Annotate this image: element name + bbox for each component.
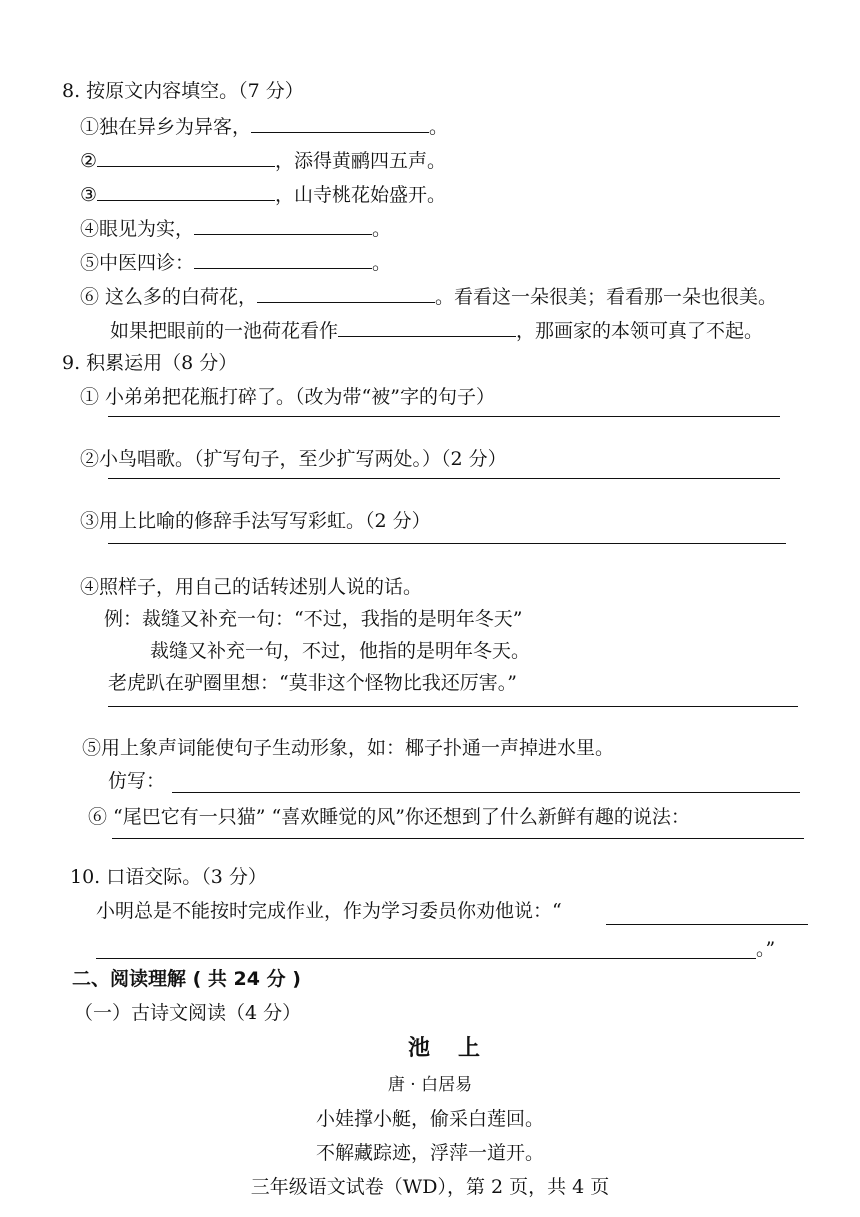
q8-item-6b xyxy=(110,316,763,344)
q8-item-4-text: ④眼见为实， xyxy=(80,218,195,240)
q8-item-5 xyxy=(80,248,391,276)
q10-answer-line-1[interactable] xyxy=(606,924,808,925)
q10-heading: 10. 口语交际。（3 分） xyxy=(70,866,267,888)
q8-item-1-end: 。 xyxy=(429,116,449,138)
q9-sub-4-answer-line[interactable] xyxy=(108,706,798,707)
q9-sub-4-example-2: 裁缝又补充一句，不过，他指的是明年冬天。 xyxy=(150,640,531,662)
q8-item-6b-text: 如果把眼前的一池荷花看作 xyxy=(110,320,339,342)
q9-sub-4-question: 老虎趴在驴圈里想：“莫非这个怪物比我还厉害。” xyxy=(108,672,517,694)
q10-prompt: 小明总是不能按时完成作业，作为学习委员你劝他说：“ xyxy=(96,900,562,922)
q9-sub-5: ⑤用上象声词能使句子生动形象，如：椰子扑通一声掉进水里。 xyxy=(82,737,615,759)
q8-item-2-blank[interactable] xyxy=(97,146,275,167)
section-2-heading: 二、阅读理解 ( 共 24 分 ) xyxy=(72,968,301,990)
q9-sub-4: ④照样子，用自己的话转述别人说的话。 xyxy=(80,576,423,598)
q8-item-2-text: ，添得黄鹂四五声。 xyxy=(275,150,447,172)
q8-item-3-text: ，山寺桃花始盛开。 xyxy=(275,184,447,206)
section-2-subheading: （一）古诗文阅读（4 分） xyxy=(74,1002,302,1024)
q8-item-6-blank[interactable] xyxy=(257,282,435,303)
q8-item-5-end: 。 xyxy=(372,252,392,274)
q9-sub-2: ②小鸟唱歌。（扩写句子，至少扩写两处。）（2 分） xyxy=(80,448,507,470)
poem-line-2: 不解藏踪迹，浮萍一道开。 xyxy=(315,1142,544,1164)
q8-item-3-blank[interactable] xyxy=(97,180,275,201)
q8-item-1-text: ①独在异乡为异客， xyxy=(80,116,252,138)
q10-end-quote: 。” xyxy=(756,938,776,960)
q8-item-4 xyxy=(80,214,391,242)
q8-item-5-text: ⑤中医四诊： xyxy=(80,252,195,274)
poem-title: 池上 xyxy=(407,1036,508,1061)
q8-item-2 xyxy=(80,146,446,174)
q8-item-6b-end: ，那画家的本领可真了不起。 xyxy=(516,320,764,342)
q9-sub-1-answer-line[interactable] xyxy=(108,416,780,417)
q9-sub-2-answer-line[interactable] xyxy=(108,478,780,479)
q9-sub-6-answer-line[interactable] xyxy=(112,838,804,839)
poem-author: 唐 · 白居易 xyxy=(387,1075,473,1095)
q8-item-5-blank[interactable] xyxy=(194,248,372,269)
q10-answer-line-2[interactable] xyxy=(96,958,756,959)
q8-item-3-num: ③ xyxy=(80,184,98,206)
q8-item-6b-blank[interactable] xyxy=(338,316,516,337)
q8-item-1 xyxy=(80,112,448,140)
q9-sub-1: ① 小弟弟把花瓶打碎了。（改为带“被”字的句子） xyxy=(80,386,495,408)
q8-item-6-text: ⑥ 这么多的白荷花， xyxy=(80,286,258,308)
q9-sub-3: ③用上比喻的修辞手法写写彩虹。（2 分） xyxy=(80,510,431,532)
q8-item-1-blank[interactable] xyxy=(251,112,429,133)
q9-sub-6: ⑥ “尾巴它有一只猫” “喜欢睡觉的风”你还想到了什么新鲜有趣的说法： xyxy=(88,806,690,828)
q8-item-2-num: ② xyxy=(80,150,98,172)
q8-heading: 8. 按原文内容填空。（7 分） xyxy=(62,80,304,102)
q8-item-4-end: 。 xyxy=(372,218,392,240)
q9-sub-4-example-1: 例：裁缝又补充一句：“不过，我指的是明年冬天” xyxy=(104,608,523,630)
q8-item-4-blank[interactable] xyxy=(194,214,372,235)
q9-sub-5-answer-line[interactable] xyxy=(172,792,800,793)
q8-item-3 xyxy=(80,180,446,208)
page-footer: 三年级语文试卷（WD），第 2 页，共 4 页 xyxy=(250,1176,610,1198)
poem-line-1: 小娃撑小艇，偷采白莲回。 xyxy=(315,1108,544,1130)
q8-item-6 xyxy=(80,282,777,310)
q9-sub-5-label: 仿写： xyxy=(108,770,166,792)
q8-item-6-end: 。看看这一朵很美；看看那一朵也很美。 xyxy=(435,286,778,308)
q9-heading: 9. 积累运用（8 分） xyxy=(62,352,238,374)
q9-sub-3-answer-line[interactable] xyxy=(108,543,786,544)
